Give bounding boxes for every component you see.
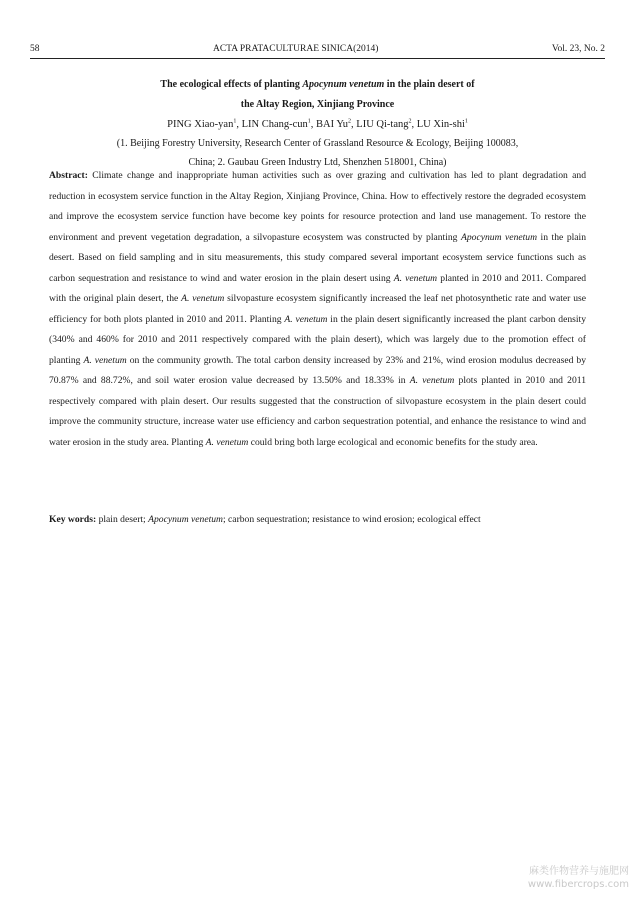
species-name: Apocynum venetum: [461, 231, 538, 243]
author-name: LIU Qi-tang: [356, 119, 409, 130]
keywords-label: Key words:: [49, 514, 97, 525]
species-name: A. venetum: [393, 272, 438, 284]
author-affil-marker: 2: [348, 118, 352, 125]
species-name: A. venetum: [409, 375, 455, 386]
species-name: A. venetum: [181, 293, 225, 304]
author-name: LIN Chang-cun: [241, 119, 308, 130]
author-name: LU Xin-shi: [416, 119, 465, 130]
abstract-text: plots planted in 2010 and 2011 respectively compared with plain desert. Our results suggested that the construction of silvopasture ecosystem in the plain desert could improve the community structure, increase water use efficiency and carbon sequestration potential, and enhance the resistance to wind and water erosion in the study area. Planting: [49, 375, 586, 448]
title-line1-after: in the plain desert of: [384, 79, 475, 90]
page-number: 58: [30, 44, 40, 54]
title-species: Apocynum venetum: [302, 79, 385, 90]
watermark: [528, 865, 629, 891]
keywords-text: ; carbon sequestration; resistance to wind erosion; ecological effect: [222, 514, 481, 525]
species-name: Apocynum venetum: [148, 514, 223, 525]
species-name: A. venetum: [83, 354, 127, 366]
abstract-text: Climate change and inappropriate human activities such as over grazing and cultivation has led to plant degradation and reduction in ecosystem service function in the Altay Region, Xinjiang Province, China. How to effectively restore the degraded ecosystem and improve the ecosystem service function have become key points for resource protection and land use management. To restore the environment and prevent vegetation degradation, a silvopasture ecosystem was constructed by planting: [49, 170, 586, 243]
author-list: PING Xiao-yan$^1$, LIN Chang-cun$^1$, BAI Yu$^2$, LIU Qi-tang$^2$, LU Xin-shi$^1$: [167, 118, 468, 130]
watermark-chinese: 麻类作物营养与施肥网: [529, 866, 629, 877]
abstract-text: on the community growth. The total carbon density increased by 23% and 21%, wind erosion modulus decreased by 70.87% and 88.72%, and soil water erosion value decreased by 13.50% and 18.33% in: [49, 354, 587, 386]
journal-name: ACTA PRATACULTURAE SINICA(2014): [212, 44, 379, 54]
author-affil-marker: 1: [233, 118, 237, 125]
author-name: BAI Yu: [316, 119, 349, 130]
abstract-text: in the plain desert significantly increased the plant carbon density (340% and 460% for 2010 and 2011 respectively compared with the plain desert), which was largely due to the promotion effect of planting: [49, 313, 587, 366]
abstract-text: could bring both large ecological and economic benefits for the study area.: [248, 436, 538, 448]
author-affil-marker: 2: [408, 118, 412, 125]
species-name: A. venetum: [205, 436, 249, 448]
author-name: PING Xiao-yan: [167, 119, 234, 130]
title-line2: the Altay Region, Xinjiang Province: [240, 99, 395, 110]
species-name: A. venetum: [284, 313, 328, 325]
author-affil-marker: 1: [464, 118, 468, 125]
author-affil-marker: 1: [307, 118, 311, 125]
affiliation-line2: China; 2. Gaubau Green Industry Ltd, Shenzhen 518001, China): [188, 157, 447, 168]
volume-issue: Vol. 23, No. 2: [551, 44, 605, 54]
keywords: [49, 510, 586, 530]
abstract-text: silvopasture ecosystem significantly increased the leaf net photosynthetic rate and water use efficiency for both plots planted in 2010 and 2011. Planting: [49, 293, 586, 325]
paper-title: [40, 75, 595, 115]
watermark-url: www.fibercrops.com: [527, 879, 629, 890]
title-line1-before: The ecological effects of planting: [160, 79, 303, 90]
running-header: [30, 44, 605, 59]
abstract-text: planted in 2010 and 2011. Compared with the original plain desert, the: [49, 272, 587, 304]
affiliation-line1: (1. Beijing Forestry University, Research Center of Grassland Resource & Ecology, Beijing 100083,: [116, 138, 519, 149]
abstract-text: in the plain desert. Based on field sampling and in situ measurements, this study compared several important ecosystem service functions such as carbon sequestration and resistance to wind and water erosion in the plain desert using: [49, 231, 587, 284]
title-block: [40, 75, 595, 172]
keywords-text: plain desert;: [96, 514, 149, 525]
abstract: [49, 166, 586, 453]
abstract-label: Abstract:: [49, 170, 88, 181]
